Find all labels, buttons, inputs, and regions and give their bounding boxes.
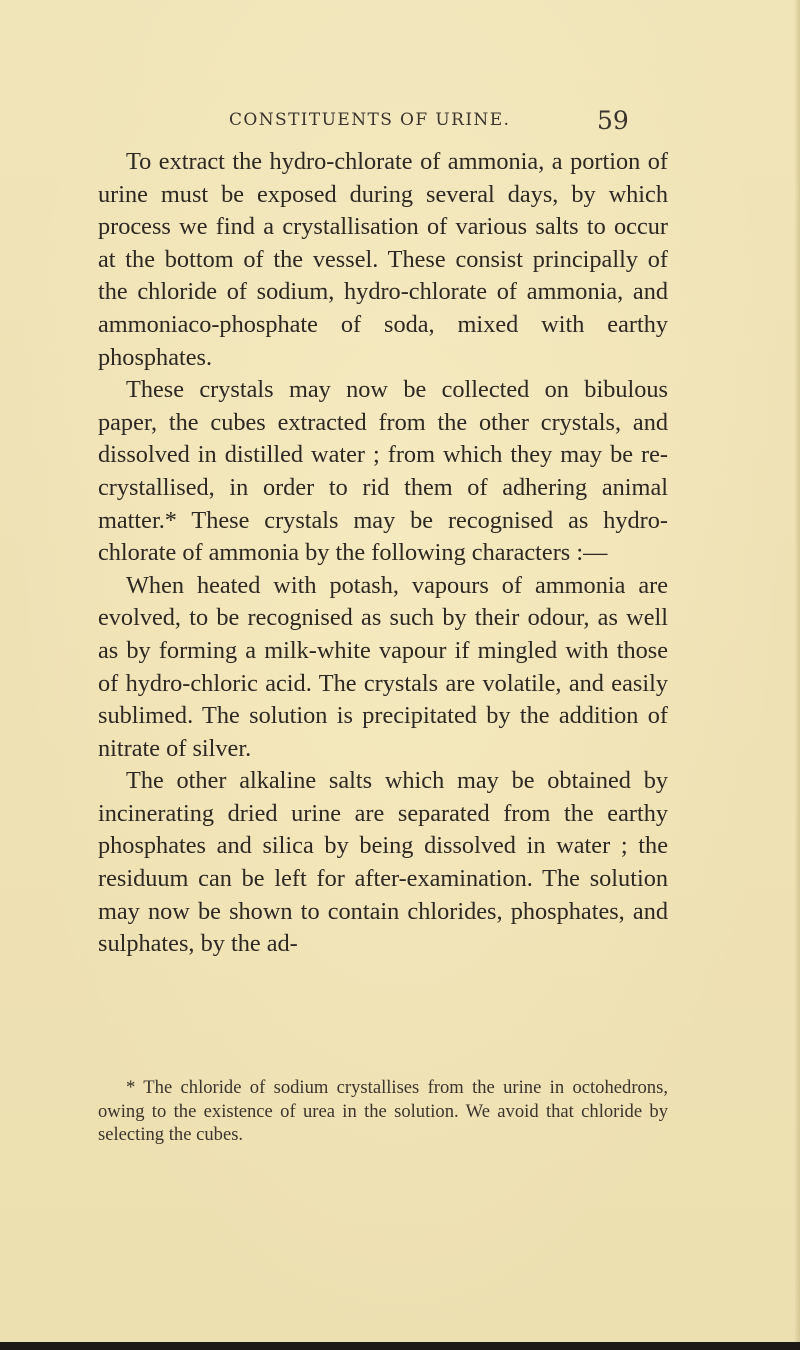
page-number: 59 [597,106,629,135]
running-head: CONSTITUENTS OF URINE. [229,110,511,130]
paragraph-potash-test: When heated with potash, vapours of ammonia are evolved, to be recognised as such by their odour, as well as by forming a milk-white vapour if mingled with those of hydro-chloric acid. The crystals are volatile, and easily sublimed. The solution is precipitated by the addition of nitrate of silver. [98,571,668,762]
footnote [98,1076,668,1147]
paragraph-extract-method: To extract the hydro-chlorate of ammonia, a portion of urine must be exposed during several days, by which process we find a crystallisation of various salts to occur at the bottom of the vessel. These consist principally of the chloride of sodium, hydro-chlorate of ammonia, and ammoniaco-phosphate of soda, mixed with earthy phosphates. [98,148,668,371]
body-text [98,146,668,961]
paragraph-alkaline-salts: The other alkaline salts which may be obtained by incinerating dried urine are separated from the earthy phosphates and silica by being dissolved in water ; the residuum can be left for after-examination. The solution may now be shown to contain chlorides, phosphates, and sulphates, by the ad- [98,767,668,958]
page-header [0,106,800,136]
paragraph-crystal-collection: These crystals may now be collected on bibulous paper, the cubes extracted from the other crystals, and dissolved in distilled water ; from which they may be re-crystallised, in order to rid them of adhering animal matter.* These crystals may be recognised as hydro-chlorate of ammonia by the following characters :— [98,376,668,567]
footnote-text: * The chloride of sodium crystallises from the urine in octohedrons, owing to the existence of urea in the solution. We avoid that chloride by selecting the cubes. [98,1077,668,1145]
bottom-border [0,1342,800,1350]
page-edge-shadow [794,0,800,1350]
